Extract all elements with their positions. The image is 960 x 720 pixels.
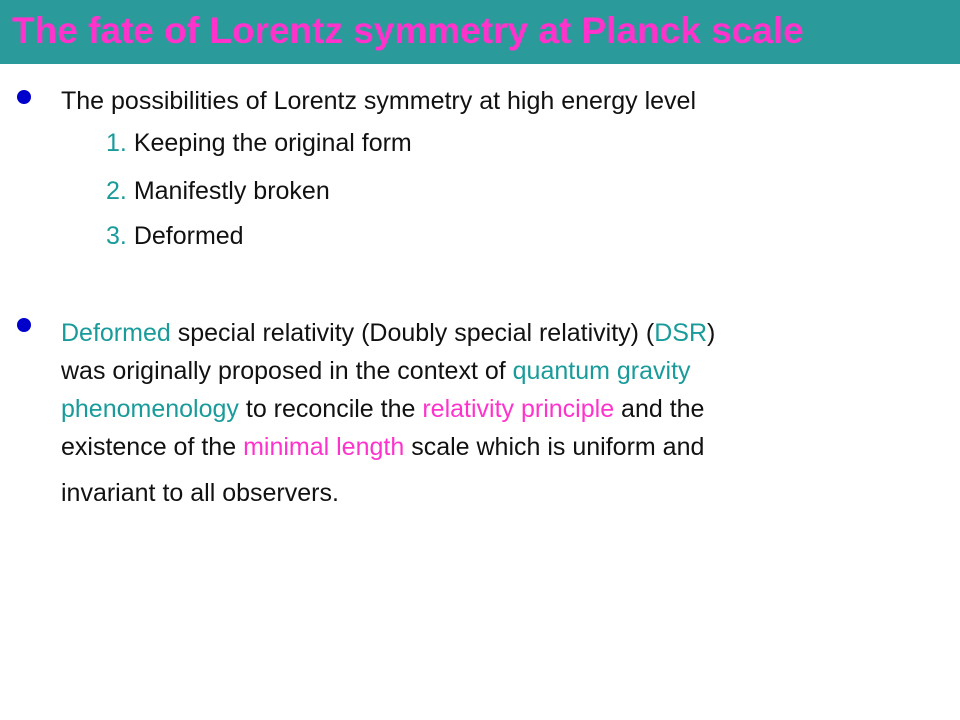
list-item-2-number: 2. (106, 177, 127, 205)
list-item-3-number: 3. (106, 222, 127, 250)
line-1-close: ) (707, 319, 716, 347)
list-item-3 (106, 217, 244, 255)
term-dsr: DSR (654, 319, 708, 347)
line-3-text: to reconcile the (238, 395, 423, 423)
bullet-dot-1 (17, 90, 31, 104)
line-4-end: scale which is uniform and (404, 433, 705, 461)
bullet-1-text: The possibilities of Lorentz symmetry at high energy level (61, 87, 697, 115)
list-item-1-label: Keeping the original form (133, 129, 412, 157)
term-phenomenology: phenomenology (61, 395, 239, 423)
list-item-2-label: Manifestly broken (133, 177, 330, 205)
title-bar (0, 0, 960, 64)
paragraph-line-2 (61, 352, 941, 390)
line-3-end: and the (614, 395, 705, 423)
paragraph-line-4 (61, 428, 941, 466)
line-4-text: existence of the (61, 433, 244, 461)
line-2-text: was originally proposed in the context of (61, 357, 513, 385)
term-relativity-principle: relativity principle (422, 395, 615, 423)
paragraph-line-5 (61, 474, 941, 512)
line-5-text: invariant to all observers. (61, 479, 339, 507)
list-item-1-number: 1. (106, 129, 127, 157)
term-quantum-gravity: quantum gravity (512, 357, 691, 385)
term-minimal-length: minimal length (243, 433, 405, 461)
list-item-2 (106, 172, 330, 210)
bullet-dot-2 (17, 318, 31, 332)
line-1-text: special relativity (Doubly special relativity) ( (170, 319, 655, 347)
list-item-1 (106, 124, 412, 162)
term-deformed: Deformed (61, 319, 171, 347)
slide-title: The fate of Lorentz symmetry at Planck scale (12, 10, 804, 51)
list-item-3-label: Deformed (133, 222, 244, 250)
paragraph-line-3 (61, 390, 941, 428)
bullet-2-paragraph (61, 314, 941, 512)
paragraph-line-1 (61, 314, 941, 352)
